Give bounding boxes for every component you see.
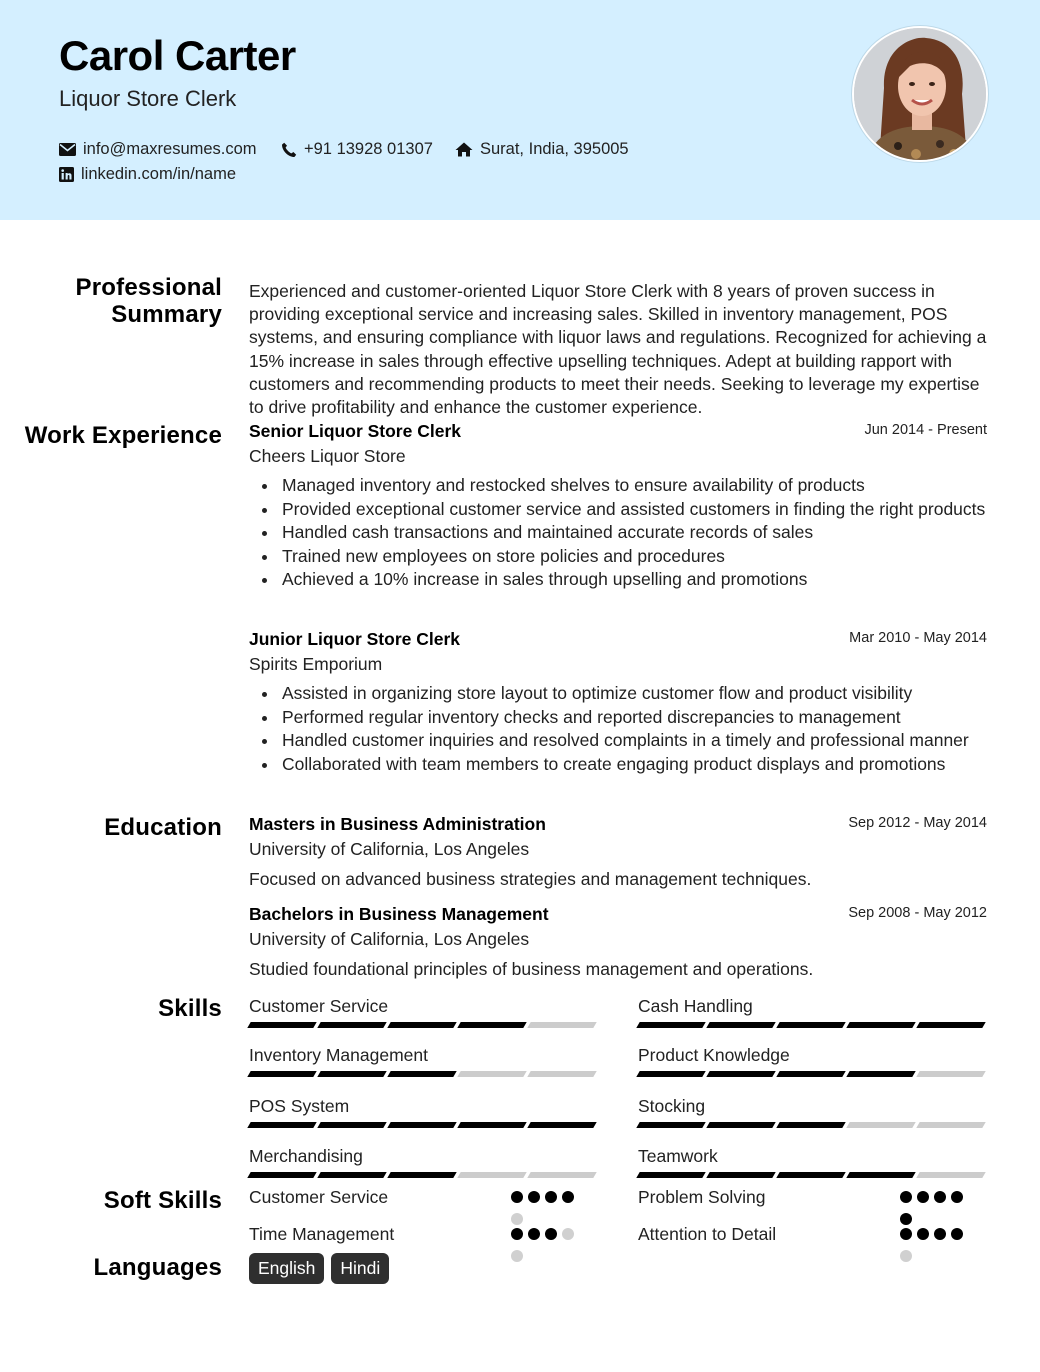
rating-segment-filled [387, 1122, 456, 1128]
rating-segment-empty [846, 1122, 915, 1128]
job-title: Senior Liquor Store Clerk [249, 421, 461, 441]
rating-segment-filled [247, 1122, 316, 1128]
rating-segment-filled [706, 1022, 775, 1028]
address-text: Surat, India, 395005 [480, 140, 629, 158]
skill-name: Product Knowledge [638, 1045, 790, 1065]
rating-segment-empty [916, 1122, 985, 1128]
rating-dot-empty [511, 1250, 523, 1262]
rating-segment-filled [776, 1071, 845, 1077]
skill-name: Merchandising [249, 1146, 363, 1166]
rating-segment-empty [527, 1071, 596, 1077]
job-bullet: Provided exceptional customer service and assisted customers in finding the right products [249, 498, 987, 522]
skill-name: POS System [249, 1096, 350, 1116]
soft-skill-name: Problem Solving [638, 1187, 766, 1207]
job-bullet: Achieved a 10% increase in sales through upselling and promotions [249, 568, 987, 592]
rating-segment-filled [636, 1022, 705, 1028]
resume-header [0, 0, 1040, 220]
profile-photo [852, 26, 988, 162]
education-description: Focused on advanced business strategies and management techniques. [249, 869, 812, 889]
summary-text: Experienced and customer-oriented Liquor Store Clerk with 8 years of proven success in providing exceptional service and increasing sales. Skilled in inventory management, POS systems, and ensuring compliance with liquor laws and regulations. Recognized for achieving a 15% increase in sales through effective upselling techniques. Adept at building rapport with customers and recommending products to meet their needs. Seeking to leverage my expertise to drive profitability and enhance the customer experience. [249, 281, 987, 418]
work-entry [249, 629, 987, 776]
language-badge: English [249, 1253, 324, 1284]
rating-segment-filled [247, 1022, 316, 1028]
rating-dot-filled [511, 1228, 523, 1240]
rating-dot-empty [562, 1228, 574, 1240]
contact-email[interactable] [59, 140, 257, 159]
rating-segment-filled [457, 1122, 526, 1128]
rating-segment-filled [247, 1071, 316, 1077]
education-entry [249, 814, 987, 890]
rating-segment-empty [527, 1022, 596, 1028]
contact-phone[interactable] [281, 140, 433, 159]
rating-segment-filled [636, 1071, 705, 1077]
degree-title: Bachelors in Business Management [249, 904, 549, 924]
education-description: Studied foundational principles of business management and operations. [249, 959, 814, 979]
rating-segment-filled [706, 1071, 775, 1077]
rating-segment-filled [527, 1122, 596, 1128]
job-dates: Jun 2014 - Present [864, 422, 987, 438]
job-title: Junior Liquor Store Clerk [249, 629, 460, 649]
skill-item [638, 1044, 986, 1066]
soft-skill-name: Time Management [249, 1224, 395, 1244]
rating-segment-filled [387, 1172, 456, 1178]
soft-skill-rating [900, 1228, 972, 1262]
job-bullet: Collaborated with team members to create engaging product displays and promotions [249, 753, 987, 777]
skill-name: Inventory Management [249, 1045, 428, 1065]
skill-rating [249, 1172, 595, 1178]
rating-segment-filled [776, 1122, 845, 1128]
job-bullet: Managed inventory and restocked shelves to ensure availability of products [249, 474, 987, 498]
rating-dot-filled [545, 1228, 557, 1240]
skill-rating [638, 1071, 984, 1077]
skill-item [249, 995, 597, 1017]
section-title-summary: Professional Summary [75, 274, 222, 328]
skill-item [638, 1145, 986, 1167]
rating-segment-filled [636, 1122, 705, 1128]
rating-segment-empty [916, 1172, 985, 1178]
skill-name: Teamwork [638, 1146, 718, 1166]
rating-dot-filled [511, 1191, 523, 1203]
rating-dot-filled [545, 1191, 557, 1203]
phone-text: +91 13928 01307 [304, 140, 433, 158]
email-text: info@maxresumes.com [83, 140, 257, 158]
job-bullet: Handled cash transactions and maintained accurate records of sales [249, 521, 987, 545]
rating-dot-filled [951, 1191, 963, 1203]
job-bullets [249, 474, 987, 592]
work-entry [249, 421, 987, 592]
job-dates: Mar 2010 - May 2014 [849, 630, 987, 646]
skill-name: Stocking [638, 1096, 706, 1116]
contact-linkedin[interactable] [59, 165, 236, 184]
school-name: University of California, Los Angeles [249, 929, 530, 949]
rating-dot-filled [934, 1228, 946, 1240]
job-bullets [249, 682, 987, 776]
rating-segment-filled [776, 1172, 845, 1178]
soft-skill-rating [900, 1191, 972, 1225]
rating-segment-filled [317, 1071, 386, 1077]
rating-dot-filled [951, 1228, 963, 1240]
rating-segment-filled [706, 1172, 775, 1178]
skill-rating [638, 1022, 984, 1028]
skill-name: Cash Handling [638, 996, 753, 1016]
linkedin-icon [59, 167, 74, 182]
rating-segment-filled [317, 1122, 386, 1128]
rating-segment-filled [776, 1022, 845, 1028]
candidate-name: Carol Carter [59, 32, 296, 79]
language-badge: Hindi [331, 1253, 389, 1284]
rating-dot-filled [917, 1228, 929, 1240]
section-title-languages: Languages [93, 1254, 222, 1281]
job-bullet: Handled customer inquiries and resolved complaints in a timely and professional manner [249, 729, 987, 753]
rating-segment-empty [457, 1071, 526, 1077]
job-bullet: Trained new employees on store policies and procedures [249, 545, 987, 569]
phone-icon [281, 142, 297, 158]
education-dates: Sep 2012 - May 2014 [848, 815, 987, 831]
soft-skill-rating [511, 1191, 583, 1225]
language-list [249, 1253, 389, 1284]
rating-dot-filled [562, 1191, 574, 1203]
skill-item [249, 1145, 597, 1167]
skill-rating [249, 1071, 595, 1077]
skill-rating [249, 1022, 595, 1028]
envelope-icon [59, 143, 76, 156]
rating-segment-filled [247, 1172, 316, 1178]
rating-segment-filled [846, 1022, 915, 1028]
rating-segment-filled [846, 1172, 915, 1178]
rating-segment-empty [916, 1071, 985, 1077]
degree-title: Masters in Business Administration [249, 814, 546, 834]
rating-dot-empty [900, 1250, 912, 1262]
skill-item [638, 995, 986, 1017]
rating-segment-empty [457, 1172, 526, 1178]
rating-segment-filled [317, 1172, 386, 1178]
school-name: University of California, Los Angeles [249, 839, 530, 859]
contact-address [455, 140, 629, 159]
section-title-work: Work Experience [24, 422, 222, 449]
rating-segment-filled [706, 1122, 775, 1128]
soft-skill-rating [511, 1228, 583, 1262]
section-title-skills: Skills [158, 995, 222, 1022]
skill-rating [249, 1122, 595, 1128]
rating-segment-filled [636, 1172, 705, 1178]
job-company: Spirits Emporium [249, 654, 383, 674]
rating-segment-filled [457, 1022, 526, 1028]
rating-segment-filled [846, 1071, 915, 1077]
rating-dot-filled [900, 1191, 912, 1203]
rating-segment-filled [387, 1022, 456, 1028]
job-bullet: Assisted in organizing store layout to optimize customer flow and product visibility [249, 682, 987, 706]
rating-segment-filled [317, 1022, 386, 1028]
rating-segment-filled [387, 1071, 456, 1077]
rating-dot-filled [528, 1191, 540, 1203]
home-icon [455, 142, 473, 157]
skill-item [249, 1044, 597, 1066]
soft-skill-name: Attention to Detail [638, 1224, 777, 1244]
candidate-title: Liquor Store Clerk [59, 86, 237, 111]
skill-item [249, 1095, 597, 1117]
skill-rating [638, 1122, 984, 1128]
rating-dot-filled [528, 1228, 540, 1240]
rating-dot-filled [900, 1228, 912, 1240]
skill-item [638, 1095, 986, 1117]
job-company: Cheers Liquor Store [249, 446, 406, 466]
job-bullet: Performed regular inventory checks and reported discrepancies to management [249, 706, 987, 730]
rating-segment-filled [916, 1022, 985, 1028]
rating-dot-filled [917, 1191, 929, 1203]
skill-rating [638, 1172, 984, 1178]
rating-dot-filled [900, 1213, 912, 1225]
skill-name: Customer Service [249, 996, 389, 1016]
rating-dot-filled [934, 1191, 946, 1203]
section-title-education: Education [104, 814, 222, 841]
education-entry [249, 904, 987, 980]
rating-segment-empty [527, 1172, 596, 1178]
linkedin-text: linkedin.com/in/name [81, 165, 236, 183]
rating-dot-empty [511, 1213, 523, 1225]
soft-skill-name: Customer Service [249, 1187, 389, 1207]
section-title-soft-skills: Soft Skills [103, 1187, 222, 1214]
education-dates: Sep 2008 - May 2012 [848, 905, 987, 921]
